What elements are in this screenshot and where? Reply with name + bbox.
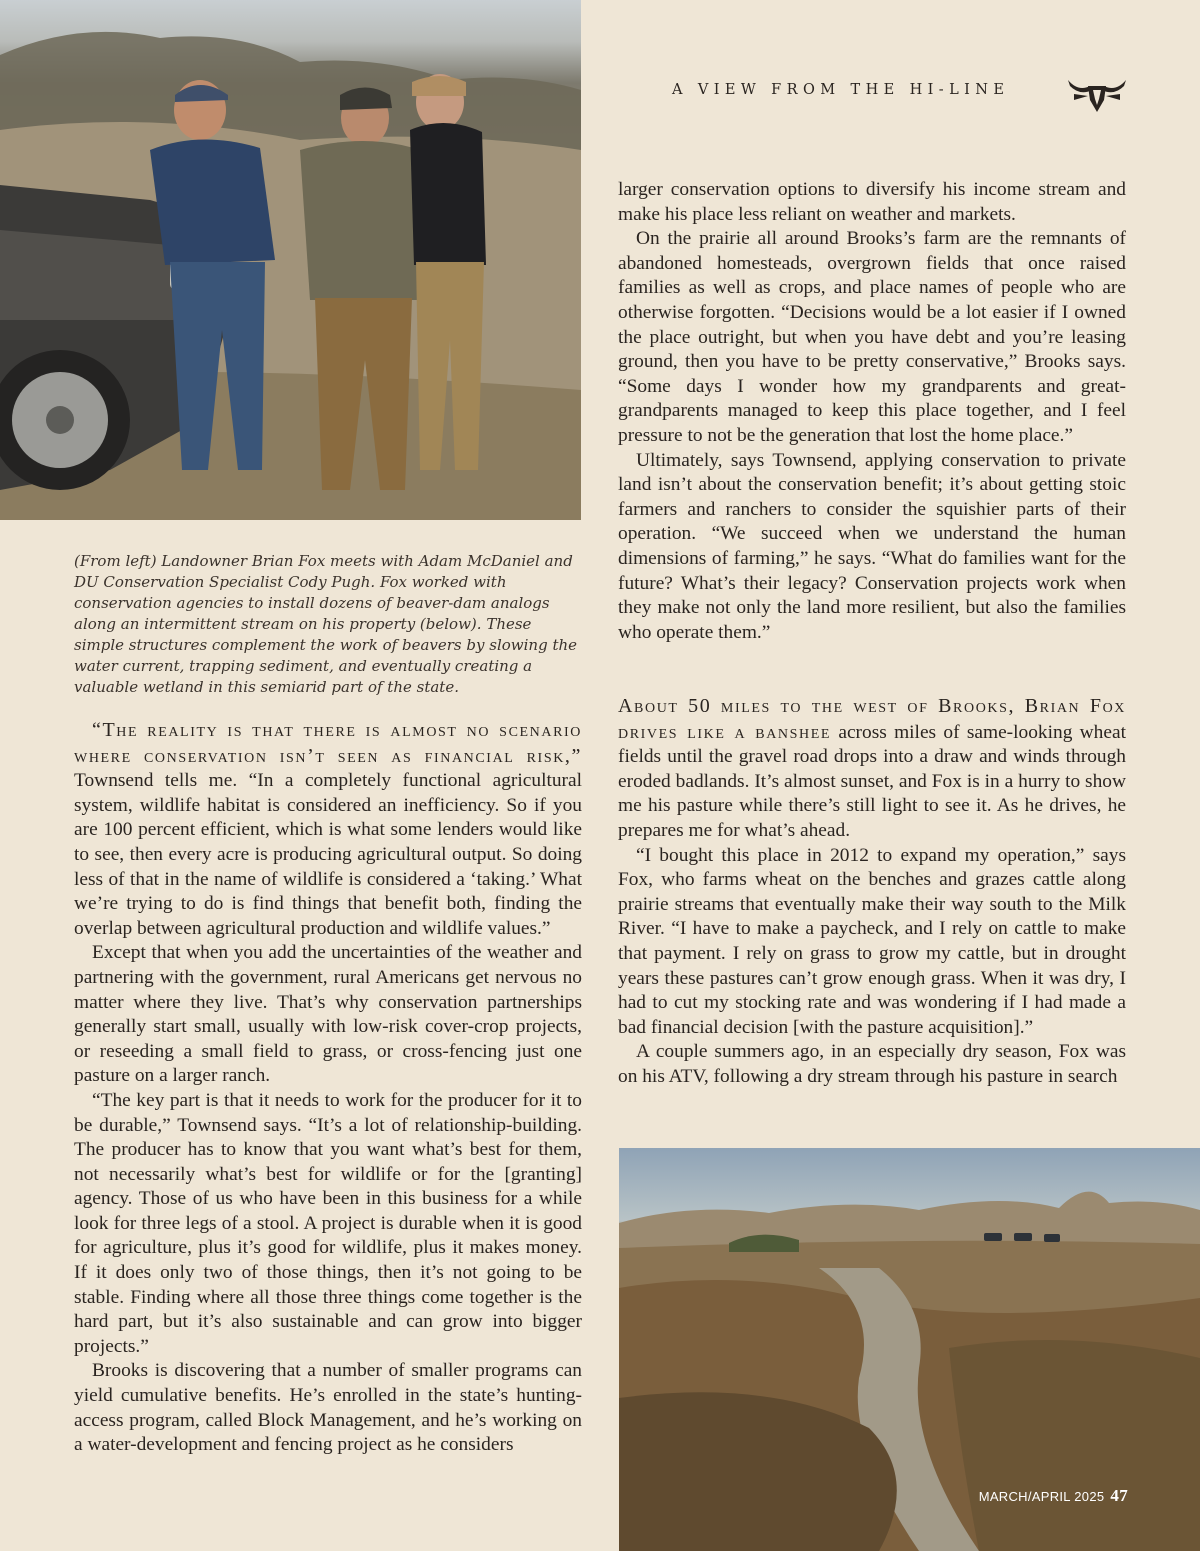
- section-opening-paragraph: [618, 694, 1126, 844]
- section-title: A VIEW FROM THE HI-LINE: [672, 82, 1010, 98]
- paragraph-text: across miles of same-looking wheat fields until the gravel road drops into a draw and winds through eroded badlands. It’s almost sunset, and Fox is in a hurry to show me his pasture while there’s still light to see it. As he drives, he prepares me for what’s ahead.: [618, 721, 1126, 841]
- paragraph: larger conservation options to diversify his income stream and make his place less reliant on weather and markets.: [618, 179, 1126, 225]
- issue-date: MARCH/APRIL 2025: [978, 1489, 1105, 1504]
- article-column-right-bottom: [618, 694, 1126, 1090]
- article-column-left: [74, 718, 582, 1458]
- paragraph: “I bought this place in 2012 to expand my operation,” says Fox, who farms wheat on the benches and grazes cattle along prairie streams that eventually make their way south to the Milk River. “I have to make a paycheck, and I rely on cattle to make that payment. I rely on grass to grow my cattle, but in drought years these pastures can’t grow enough grass. When it was dry, I had to cut my stocking rate and was wondering if I had made a bad financial decision [with the pasture acquisition].”: [618, 844, 1126, 1038]
- paragraph: On the prairie all around Brooks’s farm are the remnants of abandoned homesteads, overgrown fields that once raised families as well as crops, and place names of people who are otherwise forgotten. “Decisions would be a lot easier if I owned the place outright, but when you have debt and you’re leasing ground, then you have to be pretty conservative,” Brooks says. “Some days I wonder how my grandparents and great-grandparents managed to keep this place together, and I feel pressure to not be the generation that lost the home place.”: [618, 228, 1126, 446]
- bull-skull-logo-icon: [1066, 72, 1128, 116]
- page-number: 47: [1110, 1486, 1128, 1505]
- paragraph: “The key part is that it needs to work for the producer for it to be durable,” Townsend says. “It’s a lot of relationship-building. The producer has to know that you want what’s best for them, not necessarily what’s best for wildlife or for the [granting] agency. Those of us who have been in this business for a while look for three legs of a stool. A project is durable when it is good for agriculture, plus it’s good for wildlife, plus it makes money. If it does only two of those things, then it’s not going to be stable. Finding where all those three things come together is the hard part, but it’s also sustainable and can grow into bigger projects.”: [74, 1089, 582, 1357]
- photo-caption: [74, 551, 582, 698]
- article-column-right-top: [618, 178, 1126, 645]
- paragraph: A couple summers ago, in an especially dry season, Fox was on his ATV, following a dry stream through his pasture in search: [618, 1041, 1126, 1087]
- pull-lead-paragraph: [74, 718, 582, 941]
- section-lead-in: About 50 miles to the west of Brooks, Brian Fox drives like a banshee: [618, 695, 1126, 743]
- photo-three-men-by-truck: [0, 0, 581, 520]
- page-footer: [979, 1486, 1128, 1506]
- lead-in-smallcaps: “The reality is that there is almost no scenario where conservation isn’t seen as financial risk,”: [74, 719, 582, 767]
- photo-top-illustration: [0, 0, 581, 520]
- paragraph: Brooks is discovering that a number of smaller programs can yield cumulative benefits. He’s enrolled in the state’s hunting-access program, called Block Management, and he’s working on a water-development and fencing project as he considers: [74, 1360, 582, 1456]
- paragraph-text: Townsend tells me. “In a completely functional agricultural system, wildlife habitat is considered an inefficiency. So if you are 100 percent efficient, which is what some lenders would like to see, then every acre is producing agricultural output. So doing less of that in the name of wildlife is considered a ‘taking.’ What we’re trying to do is find things that benefit both, finding the overlap between agricultural production and wildlife values.”: [74, 770, 582, 939]
- paragraph: Except that when you add the uncertainties of the weather and partnering with the government, rural Americans get nervous no matter where they live. That’s why conservation partnerships generally start small, usually with low-risk cover-crop projects, or reseeding a small field to grass, or cross-fencing just one pasture on a larger ranch.: [74, 942, 582, 1087]
- section-header: [672, 72, 1132, 116]
- caption-text: (From left) Landowner Brian Fox meets with Adam McDaniel and DU Conservation Specialist Cody Pugh. Fox worked with conservation agencies to install dozens of beaver-dam analogs along an intermittent stream on his property (below). These simple structures complement the work of beavers by slowing the water current, trapping sediment, and eventually creating a valuable wetland in this semiarid part of the state.: [74, 552, 578, 696]
- paragraph: Ultimately, says Townsend, applying conservation to private land isn’t about the conservation benefit; it’s about getting stoic farmers and ranchers to consider the squishier parts of their operation. “We succeed when we understand the human dimensions of farming,” he says. “What do families want for the future? What’s their legacy? Conservation projects work when they make not only the land more resilient, but also the families who operate them.”: [618, 449, 1126, 643]
